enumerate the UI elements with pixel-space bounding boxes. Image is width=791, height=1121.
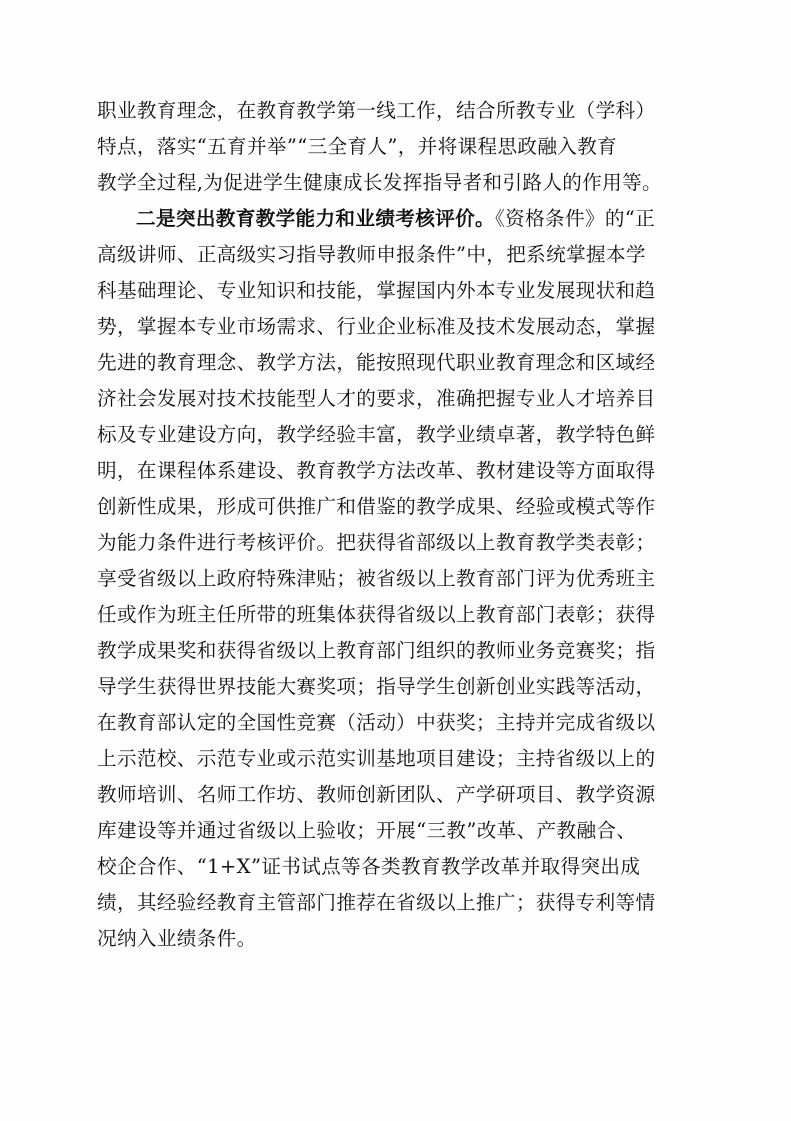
text-line: 科基础理论、专业知识和技能，掌握国内外本专业发展现状和趋 bbox=[97, 279, 656, 302]
text-line: 职业教育理念，在教育教学第一线工作，结合所教专业（学科） bbox=[97, 99, 656, 122]
text-line: 高级讲师、正高级实习指导教师申报条件”中，把系统掌握本学 bbox=[97, 243, 646, 266]
text-line: 为能力条件进行考核评价。把获得省部级以上教育教学类表彰； bbox=[97, 531, 656, 554]
text-line: 教学全过程,为促进学生健康成长发挥指导者和引路人的作用等。 bbox=[97, 171, 663, 194]
section-lead: 二是突出教育教学能力和业绩考核评价。 bbox=[136, 207, 495, 230]
text-line: 况纳入业绩条件。 bbox=[97, 927, 257, 950]
text-line: 明，在课程体系建设、教育教学方法改革、教材建设等方面取得 bbox=[97, 459, 656, 482]
body-text bbox=[97, 93, 697, 957]
text-line: 绩，其经验经教育主管部门推荐在省级以上推广；获得专利等情 bbox=[97, 891, 656, 914]
section-lead-continuation: 《资格条件》的“正 bbox=[495, 207, 656, 230]
text-line: 教学成果奖和获得省级以上教育部门组织的教师业务竞赛奖；指 bbox=[97, 639, 656, 662]
text-line: 标及专业建设方向，教学经验丰富，教学业绩卓著，教学特色鲜 bbox=[97, 423, 656, 446]
section-heading-line bbox=[97, 201, 697, 237]
text-line: 享受省级以上政府特殊津贴；被省级以上教育部门评为优秀班主 bbox=[97, 567, 656, 590]
text-line: 势，掌握本专业市场需求、行业企业标准及技术发展动态，掌握 bbox=[97, 315, 656, 338]
text-line: 先进的教育理念、教学方法，能按照现代职业教育理念和区域经 bbox=[97, 351, 656, 374]
text-line: 特点，落实“五育并举”“三全育人”，并将课程思政融入教育 bbox=[97, 135, 618, 158]
text-line: 在教育部认定的全国性竞赛（活动）中获奖；主持并完成省级以 bbox=[97, 711, 656, 734]
text-line: 教师培训、名师工作坊、教师创新团队、产学研项目、教学资源 bbox=[97, 783, 656, 806]
text-line: 库建设等并通过省级以上验收；开展“三教”改革、产教融合、 bbox=[97, 819, 637, 842]
text-line: 校企合作、“1+X”证书试点等各类教育教学改革并取得突出成 bbox=[97, 855, 641, 878]
text-line: 导学生获得世界技能大赛奖项；指导学生创新创业实践等活动， bbox=[97, 675, 656, 698]
text-line: 任或作为班主任所带的班集体获得省级以上教育部门表彰；获得 bbox=[97, 603, 656, 626]
text-line: 创新性成果，形成可供推广和借鉴的教学成果、经验或模式等作 bbox=[97, 495, 656, 518]
text-line: 济社会发展对技术技能型人才的要求，准确把握专业人才培养目 bbox=[97, 387, 656, 410]
text-line: 上示范校、示范专业或示范实训基地项目建设；主持省级以上的 bbox=[97, 747, 656, 770]
